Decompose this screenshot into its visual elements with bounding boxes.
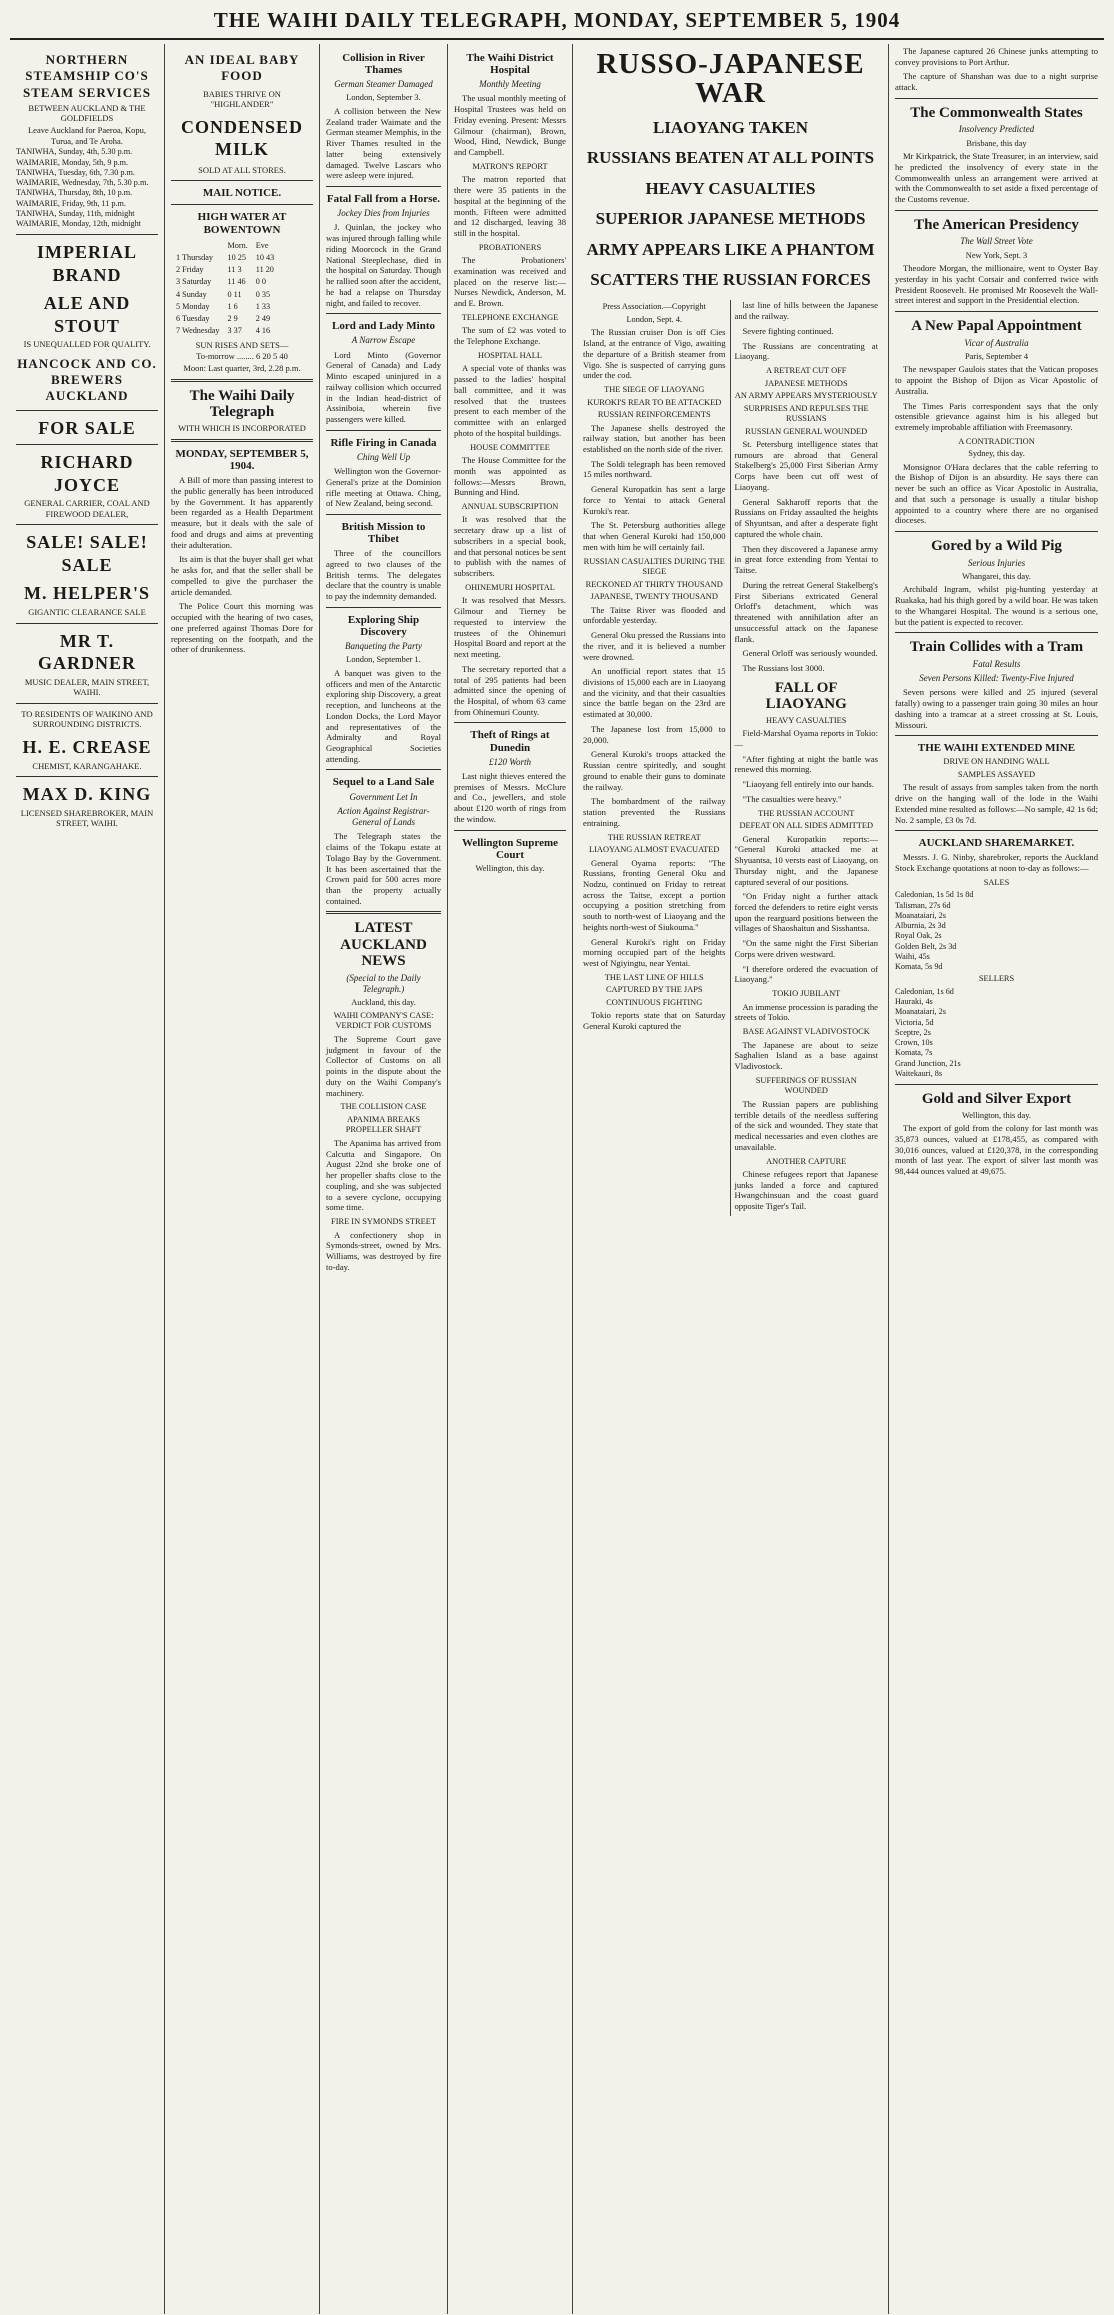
verdict-subhead: WAIHI COMPANY'S CASE: VERDICT FOR CUSTOMS: [333, 1010, 434, 1031]
mine-subhead: DRIVE ON HANDING WALL: [943, 757, 1050, 767]
war-para: The Japanese shells destroyed the railway station, but another has been established on the north side of the river.: [583, 422, 726, 454]
fire-subhead: FIRE IN SYMONDS STREET: [331, 1217, 436, 1226]
tide-row: [173, 290, 277, 300]
list-item: Grand Junction, 21s: [895, 1058, 961, 1068]
divider: [171, 204, 313, 205]
war-column-left: [579, 300, 731, 1216]
divider: [16, 234, 158, 235]
divider: [895, 311, 1098, 312]
condensed-milk-title: CONDENSED MILK: [180, 116, 304, 160]
divider: [895, 632, 1098, 633]
schedule-item: WAIMARIE, Wednesday, 7th, 5.30 p.m.: [16, 178, 149, 187]
schedule-item: WAIMARIE, Monday, 12th, midnight: [16, 219, 142, 228]
story-para: The result of assays from samples taken from the north drive on the hanging wall of the lode in the Waihi Extended mine resulted as follows:—No sample, 42 1s 6d; No. 2 sample, £3 0s 7d.: [895, 782, 1098, 825]
sellers-subhead: SELLERS: [978, 974, 1015, 984]
tide-table: [171, 239, 279, 339]
war-banner: RUSSO-JAPANESE WAR: [596, 48, 865, 109]
divider: [895, 531, 1098, 532]
tide-row: [173, 314, 277, 324]
war-para: An unofficial report states that 15 divisions of 15,000 each are in Liaoyang and the vicinity, and that their casualties since the battle began on the 23rd are estimated at 30,000.: [583, 666, 726, 720]
steamship-ad-sub: BETWEEN AUCKLAND & THE GOLDFIELDS: [28, 102, 146, 124]
gardner-desc: MUSIC DEALER, MAIN STREET, WAIHI.: [24, 676, 150, 698]
imperial-ad-title: IMPERIAL BRAND: [36, 242, 137, 285]
war-para: An immense procession is parading the streets of Tokio.: [734, 1001, 878, 1023]
list-item: Moanataiari, 2s: [895, 910, 946, 920]
sale-title: SALE! SALE! SALE: [26, 532, 148, 575]
columns: [10, 44, 1104, 2314]
paper-sub: WITH WHICH IS INCORPORATED: [178, 423, 306, 433]
babies-line: BABIES THRIVE ON "HIGHLANDER": [203, 88, 281, 110]
dateline: London, September 1.: [346, 655, 421, 665]
wellington-court-headline: Wellington Supreme Court: [461, 836, 559, 861]
war-para: General Sakharoff reports that the Russians on Friday assaulted the heights of Shyuntsan, and after a desperate fight captured the whole chain.: [734, 496, 878, 539]
war-para: The Russians are concentrating at Liaoyang.: [734, 340, 878, 362]
war-para: "The casualties were heavy.": [742, 793, 842, 804]
list-item: Alburnia, 2s 3d: [895, 921, 946, 931]
helper-desc: GIGANTIC CLEARANCE SALE: [28, 606, 146, 617]
list-item: Golden Belt, 2s 3d: [895, 941, 957, 951]
war-columns: [579, 300, 882, 1216]
war-para: General Kuropatkin has sent a large force to Yentai to attack General Kuroki's rear.: [583, 484, 726, 516]
story-para: The secretary reported that a total of 295 patients had been admitted since the opening of the Hospital, of whom 63 came from Ohinemuri County.: [454, 663, 566, 717]
dateline: Brisbane, this day: [966, 138, 1027, 148]
japanese-twenty-subhead: JAPANESE, TWENTY THOUSAND: [590, 592, 718, 602]
apanima-subhead: APANIMA BREAKS PROPELLER SHAFT: [345, 1114, 422, 1135]
divider: [326, 607, 441, 608]
press-line: Press Association.—Copyright: [602, 302, 706, 312]
war-headline-3: HEAVY CASUALTIES: [645, 178, 816, 198]
editorial-para: Its aim is that the buyer shall get what he asks for, and that the seller shall be compelled to give the purchaser the article demanded.: [171, 554, 313, 597]
war-para: General Kuropatkin reports:— "General Kuroki attacked me at Shyuantsa, 10 versts east of Liaoyang, on Thursday night, and the Japanese captured several of our positions.: [734, 833, 878, 887]
siege-subhead: THE SIEGE OF LIAOYANG: [604, 385, 705, 395]
tide-cell: 3 37: [227, 326, 242, 336]
divider: [16, 703, 158, 704]
story-para: Wellington won the Governor-General's prize at the Dominion rifle meeting at Ottawa. Ching, of New Zealand, being second.: [326, 466, 441, 509]
story-para: A special vote of thanks was passed to the ladies' hospital ball committee, and it was resolved that the trustees present to each member of the committee with an enlarged photo of the hospital buildings.: [454, 363, 566, 438]
divider: [454, 830, 566, 831]
collision-subhead: German Steamer Damaged: [334, 79, 433, 90]
tide-header-row: [173, 241, 277, 251]
list-item: Crown, 10s: [895, 1038, 933, 1048]
hospital-headline: The Waihi District Hospital: [466, 52, 554, 77]
fall-headline: FALL OF LIAOYANG: [765, 679, 847, 713]
war-news-section: [573, 44, 889, 2314]
crease-title: H. E. CREASE: [22, 737, 152, 757]
tide-header-cell: Eve: [255, 240, 269, 250]
war-para: The bombardment of the railway station prevented the Russians entraining.: [583, 796, 726, 828]
divider: [16, 444, 158, 445]
commonwealth-subhead: Insolvency Predicted: [958, 124, 1035, 135]
divider: [454, 722, 566, 723]
story-para: A confectionery shop in Symonds-street, owned by Mrs. Williams, was destroyed by fire to-day.: [326, 1229, 441, 1272]
story-para: The matron reported that there were 35 patients in the hospital at the beginning of the month. Fifteen were admitted and 12 discharged, leaving 38 still in the hospital.: [454, 174, 566, 239]
war-para: General Orloff was seriously wounded.: [742, 648, 878, 659]
divider: [326, 430, 441, 431]
editorial-para: A Bill of more than passing interest to the public generally has been introduced by the Government. It has apparently been regarded as a Health Department measure, but it deals with the sale of food and drugs and aims at preventing their adulteration.: [171, 475, 313, 550]
fatal-subhead: Jockey Dies from Injuries: [337, 208, 430, 219]
casualties-subhead: RUSSIAN CASUALTIES DURING THE SIEGE: [583, 556, 725, 577]
tide-row: [173, 326, 277, 336]
list-item: Waitekauri, 8s: [895, 1068, 943, 1078]
war-para: Field-Marshal Oyama reports in Tokio:—: [734, 728, 878, 749]
war-column-right: [731, 300, 883, 1216]
schedule-item: TANIWHA, Sunday, 4th, 5.30 p.m.: [16, 147, 133, 157]
retreat-cut-subhead: A RETREAT CUT OFF: [766, 366, 847, 376]
dateline: Whangarei, this day.: [962, 571, 1031, 581]
unequalled-line: IS UNEQUALLED FOR QUALITY.: [23, 339, 151, 350]
last-line-subhead: THE LAST LINE OF HILLS: [604, 972, 704, 982]
story-para: A collision between the New Zealand trader Waimate and the German steamer Memphis, in the River Thames resulted in the latter being extensively damaged. Twelve Lascars who were asleep were injured.: [326, 105, 441, 181]
divider: [326, 514, 441, 515]
war-para: General Oyama reports: "The Russians, fronting General Oku and Nodzu, continued on Friday to retreat across the Taitse, except a portion occupying a position stretching from south to north-west of Liaoyang and the heights north-west of Siukouma.": [583, 857, 726, 932]
tide-cell: 0 11: [227, 289, 242, 299]
dateline: Wellington, this day.: [475, 863, 545, 873]
story-para: The capture of Shanshan was due to a night surprise attack.: [895, 71, 1098, 93]
divider: [895, 1084, 1098, 1085]
tide-cell: 1 Thursday: [176, 252, 213, 262]
war-para: last line of hills between the Japanese and the railway.: [734, 300, 878, 322]
list-item: Hauraki, 4s: [895, 997, 933, 1007]
annual-subhead: ANNUAL SUBSCRIPTION: [461, 501, 559, 511]
list-item: Moanataiari, 2s: [895, 1007, 946, 1017]
war-para: The Russian papers are publishing terrible details of the needless suffering of the sick and wounded. They state that medical necessaries and even clothes are unavailable.: [734, 1098, 878, 1152]
gold-headline: Gold and Silver Export: [921, 1091, 1072, 1108]
tide-cell: 11 46: [227, 277, 246, 287]
tide-cell: 11 20: [255, 265, 274, 275]
ale-stout-title: ALE AND STOUT: [43, 293, 131, 336]
story-para: Mr Kirkpatrick, the State Treasurer, in an interview, said he predicted the insolvency of every state in the Commonwealth unless an arrangement were arrived at with the Commonwealth to set aside a fixed percentage of the Customs revenue.: [895, 151, 1098, 205]
tide-cell: 11 3: [227, 265, 242, 275]
list-item: Royal Oak, 2s: [895, 931, 942, 941]
story-para: Lord Minto (Governor General of Canada) and Lady Minto escaped uninjured in a railway collision which occurred in the Indian head-district of Assiniboia, wherein five passengers were killed.: [326, 349, 441, 425]
assays-subhead: SAMPLES ASSAYED: [957, 769, 1036, 779]
rifle-headline: Rifle Firing in Canada: [330, 436, 437, 449]
dateline: Auckland, this day.: [351, 998, 416, 1008]
tide-row: [173, 277, 277, 287]
tide-cell: 1 6: [227, 301, 238, 311]
war-para: The Russians lost 3000.: [742, 662, 825, 673]
war-headline-5: ARMY APPEARS LIKE A PHANTOM: [586, 239, 875, 259]
story-para: The Apanima has arrived from Calcutta and Singapore. On August 22nd she broke one of her propeller shafts close to the coupling, and she was subjected to a severe cyclone, occupying some time.: [326, 1137, 441, 1213]
tide-cell: 5 Monday: [176, 301, 210, 311]
tide-cell: 0 35: [255, 289, 271, 299]
war-headline-6: SCATTERS THE RUSSIAN FORCES: [590, 269, 871, 289]
divider: [16, 524, 158, 525]
war-para: The St. Petersburg authorities allege that when General Kuroki had 150,000 men with him he will certainly fail.: [583, 520, 726, 552]
sequel-subhead: Government Let In: [349, 791, 418, 802]
kuroki-subhead: KUROKI'S REAR TO BE ATTACKED: [587, 397, 722, 407]
war-para: During the retreat General Stakelberg's First Siberians extricated General Orloff's detachment, which was threatened with annihilation after an unsuccessful attack on the Japanese flank.: [734, 579, 878, 644]
story-para: The usual monthly meeting of Hospital Trustees was held on Friday evening. Present: Messrs Gilmour (chairman), Brown, Wood, Hind, Newdick, Bunge and Campbell.: [454, 93, 566, 158]
collision-headline: Collision in River Thames: [342, 52, 425, 77]
tokio-subhead: TOKIO JUBILANT: [772, 989, 841, 999]
reinforcements-subhead: RUSSIAN REINFORCEMENTS: [597, 410, 711, 420]
divider: [895, 98, 1098, 99]
column-2: [165, 44, 320, 2314]
ohinemuri-subhead: OHINEMURI HOSPITAL: [465, 582, 555, 592]
tibet-headline: British Mission to Thibet: [341, 521, 426, 546]
train-headline: Train Collides with a Tram: [909, 639, 1084, 656]
story-para: Monsignor O'Hara declares that the cable referring to the Bishop of Dijon is an absurdity. He says there can never be such an office as Vicar Apostolic in Australia, and that such a personage is usually a titular bishop appointed to a country where there are no organised dioceses.: [895, 461, 1098, 526]
story-para: Messrs. J. G. Ninby, sharebroker, reports the Auckland Stock Exchange quotations at noon to-day as follows:—: [895, 852, 1098, 874]
dateline: New York, Sept. 3: [965, 250, 1028, 260]
sales-list: [895, 890, 1098, 972]
column-4: [448, 44, 573, 2314]
tide-cell: 7 Wednesday: [176, 326, 220, 336]
gardner-title: MR T. GARDNER: [37, 630, 136, 673]
house-subhead: HOUSE COMMITTEE: [470, 442, 550, 452]
war-para: Chinese refugees report that Japanese junks landed a force and captured Hwangchinsuan and the coast guard opposite Tiger's Tail.: [734, 1169, 878, 1212]
account-subhead: THE RUSSIAN ACCOUNT: [758, 808, 855, 818]
war-para: The Russian cruiser Don is off Cies Island, at the entrance of Vigo, awaiting the departure of a British steamer from Vigo. She is suspected of carrying guns under the cod.: [583, 327, 726, 381]
sales-subhead: SALES: [983, 877, 1010, 887]
war-para: "After fighting at night the battle was renewed this morning.: [734, 753, 878, 775]
tide-cell: 3 Saturday: [176, 277, 212, 287]
divider: [326, 769, 441, 770]
column-3: [320, 44, 448, 2314]
joyce-desc: GENERAL CARRIER, COAL AND FIREWOOD DEALER,: [24, 498, 150, 519]
war-para: "On the same night the First Siberian Corps were driven westward.: [734, 938, 878, 959]
schedule-item: WAIMARIE, Monday, 5th, 9 p.m.: [16, 157, 129, 167]
fatal-headline: Fatal Fall from a Horse.: [326, 193, 441, 206]
war-headline-2: RUSSIANS BEATEN AT ALL POINTS: [586, 148, 875, 168]
war-para: Severe fighting continued.: [742, 325, 834, 336]
contradiction-subhead: A CONTRADICTION: [958, 436, 1035, 446]
war-para: General Kuroki's troops attacked the Russian centre spiritedly, and sought ground to enable their guns to dominate the railway.: [583, 749, 726, 792]
sufferings-subhead: SUFFERINGS OF RUSSIAN WOUNDED: [755, 1075, 857, 1096]
tide-row: [173, 253, 277, 263]
schedule-item: TANIWHA, Sunday, 11th, midnight: [16, 208, 135, 218]
king-title: MAX D. KING: [22, 784, 152, 805]
divider: [16, 776, 158, 777]
war-para: The Japanese lost from 15,000 to 20,000.: [583, 723, 726, 745]
theft-headline: Theft of Rings at Dunedin: [470, 729, 550, 754]
discovery-subhead: Banqueting the Party: [345, 641, 422, 652]
hancock-brewers: HANCOCK AND CO. BREWERS AUCKLAND: [17, 355, 157, 404]
war-para: "I therefore ordered the evacuation of Liaoyang.": [734, 963, 878, 985]
mine-headline: THE WAIHI EXTENDED MINE: [917, 742, 1076, 755]
list-item: Caledonian, 1s 6d: [895, 986, 954, 996]
train-subhead-2: Seven Persons Killed: Twenty-Five Injured: [919, 673, 1074, 684]
reckoned-subhead: RECKONED AT THIRTY THOUSAND: [585, 579, 723, 589]
war-para: St. Petersburg intelligence states that rumours are abroad that General Stakelberg's 25,000 First Siberian Army Corps have been cut off west of Liaoyang.: [734, 439, 878, 492]
divider: [171, 379, 313, 382]
war-para: The Japanese are about to seize Saghalien Island as a base against Vladivostock.: [734, 1039, 878, 1072]
schedule-item: TANIWHA, Thursday, 8th, 10 p.m.: [16, 188, 133, 198]
war-headline-4: SUPERIOR JAPANESE METHODS: [595, 209, 866, 229]
date-line: MONDAY, SEPTEMBER 5, 1904.: [175, 448, 309, 473]
joyce-title: RICHARD JOYCE: [40, 452, 134, 495]
masthead: THE WAIHI DAILY TELEGRAPH, MONDAY, SEPTEMBER 5, 1904: [10, 6, 1104, 40]
tide-cell: 2 9: [227, 314, 238, 324]
column-1-ads: [10, 44, 165, 2314]
list-item: Komata, 7s: [895, 1048, 933, 1058]
war-para: Then they discovered a Japanese army in great force extending from Yentai to Taitse.: [734, 543, 878, 576]
list-item: Caledonian, 1s 5d 1s 8d: [895, 890, 974, 900]
gored-headline: Gored by a Wild Pig: [931, 538, 1062, 555]
sold-at-stores: SOLD AT ALL STORES.: [198, 164, 286, 175]
commonwealth-headline: The Commonwealth States: [910, 104, 1083, 121]
methods-subhead: JAPANESE METHODS: [764, 378, 848, 388]
evacuated-subhead: LIAOYANG ALMOST EVACUATED: [589, 845, 720, 855]
story-para: The export of gold from the colony for last month was 35,873 ounces, valued at £178,455, as compared with 30,016 ounces, valued at £120,378, in the corresponding month of last year. The export of silver last month was 98,444 ounces valued at 49,675.: [895, 1123, 1098, 1177]
divider: [895, 735, 1098, 736]
mysterious-subhead: AN ARMY APPEARS MYSTERIOUSLY: [734, 391, 878, 401]
tide-cell: 10 25: [227, 252, 246, 262]
divider: [16, 410, 158, 411]
dateline: Paris, September 4: [964, 351, 1029, 361]
story-para: A banquet was given to the officers and men of the Antarctic exploring ship Discovery, a great reception, and luncheons at the London Docks, the Lord Mayor and representatives of the Admiralty and Royal Geographical Societies attending.: [326, 667, 441, 764]
tide-cell: 1 33: [255, 301, 271, 311]
war-para: "Liaoyang fell entirely into our hands.: [742, 779, 874, 790]
list-item: Victoria, 5d: [895, 1017, 934, 1027]
defeat-subhead: DEFEAT ON ALL SIDES ADMITTED: [739, 821, 874, 831]
divider: [16, 623, 158, 624]
tide-cell: 2 49: [255, 314, 271, 324]
list-item: Waihi, 45s: [895, 951, 930, 961]
list-item: Talisman, 27s 6d: [895, 900, 951, 910]
mail-notice-title: MAIL NOTICE.: [202, 187, 282, 200]
tide-cell: 4 16: [255, 326, 271, 336]
sun-rises: SUN RISES AND SETS—: [195, 339, 289, 350]
divider: [326, 911, 441, 914]
steamship-ad-title: NORTHERN STEAMSHIP CO'S STEAM SERVICES: [22, 52, 152, 100]
continuous-subhead: CONTINUOUS FIGHTING: [606, 997, 703, 1007]
story-para: Theodore Morgan, the millionaire, went to Oyster Bay yesterday in his yacht Corsair and conferred twice with President Roosevelt. He promised Mr Roosevelt the Wall-street interest and support in the Presidential election.: [895, 263, 1098, 306]
lord-minto-subhead: A Narrow Escape: [351, 335, 416, 346]
story-para: The sum of £2 was voted to the Telephone Exchange.: [454, 325, 566, 347]
gored-subhead: Serious Injuries: [967, 557, 1026, 568]
story-para: J. Quinlan, the jockey who was injured through falling while riding Moorcock in the Grand National Steeplechase, died in the hospital on Saturday. Though he rallied soon after the accident, he had a relapse on Thursday night, and failed to recover.: [326, 222, 441, 308]
papal-headline: A New Papal Appointment: [911, 318, 1082, 335]
steamship-schedule: [16, 147, 158, 229]
sequel-headline: Sequel to a Land Sale: [332, 776, 435, 789]
collision-case-subhead: THE COLLISION CASE: [340, 1102, 427, 1112]
tide-row: [173, 302, 277, 312]
divider: [171, 439, 313, 442]
tide-cell: 2 Friday: [176, 265, 204, 275]
war-para: General Oku pressed the Russians into the river, and it is believed a number were drowned.: [583, 630, 726, 662]
train-subhead: Fatal Results: [972, 658, 1021, 669]
divider: [895, 830, 1098, 831]
divider: [171, 180, 313, 181]
crease-desc: CHEMIST, KARANGAHAKE.: [32, 760, 142, 771]
latest-news-headline: LATEST AUCKLAND NEWS: [340, 920, 427, 970]
moon-line: Moon: Last quarter, 3rd, 2.28 p.m.: [183, 362, 301, 373]
for-sale-title: FOR SALE: [38, 417, 136, 438]
list-item: Sceptre, 2s: [895, 1027, 931, 1037]
another-capture-subhead: ANOTHER CAPTURE: [766, 1156, 847, 1166]
war-para: Tokio reports state that on Saturday General Kuroki captured the: [583, 1010, 726, 1032]
schedule-item: TANIWHA, Tuesday, 6th, 7.30 p.m.: [16, 167, 135, 177]
story-para: The Telegraph states the claims of the Tokapu estate at Tolago Bay by the Government. It has been ascertained that the Crown paid for 500 acres more than the property actually contained.: [326, 831, 441, 906]
american-subhead: The Wall Street Vote: [960, 236, 1033, 247]
general-wounded-subhead: RUSSIAN GENERAL WOUNDED: [745, 426, 868, 436]
tide-header-cell: [173, 241, 223, 251]
theft-subhead: £120 Worth: [489, 756, 531, 767]
matron-subhead: MATRON'S REPORT: [472, 161, 548, 171]
russian-retreat-subhead: THE RUSSIAN RETREAT: [607, 832, 701, 842]
sequel-subhead-2: Action Against Registrar-General of Lands: [337, 805, 430, 828]
paper-title: The Waihi Daily Telegraph: [189, 387, 295, 421]
vladivostock-subhead: BASE AGAINST VLADIVOSTOCK: [742, 1027, 870, 1037]
tide-cell: 0 0: [255, 277, 267, 287]
steamship-ad-line: Leave Auckland for Paeroa, Kopu, Turua, and Te Aroha.: [27, 125, 146, 146]
hall-subhead: HOSPITAL HALL: [478, 350, 542, 360]
american-headline: The American Presidency: [914, 216, 1079, 233]
tomorrow-line: To-morrow ........ 6 20 5 40: [196, 351, 288, 362]
discovery-headline: Exploring Ship Discovery: [347, 613, 420, 639]
dateline: London, Sept. 4.: [626, 314, 683, 324]
tide-cell: 10 43: [255, 252, 275, 262]
telephone-subhead: TELEPHONE EXCHANGE: [461, 312, 559, 322]
schedule-item: WAIMARIE, Friday, 9th, 11 p.m.: [16, 198, 126, 208]
story-para: The Supreme Court gave judgment in favour of the Collector of Customs on all points in the dispute about the duty on the Waihi Company's machinery.: [326, 1033, 441, 1098]
captured-subhead: CAPTURED BY THE JAPS: [605, 985, 703, 995]
story-para: It was resolved that the secretary draw up a list of subscribers in a special book, and that personal notices be sent to publish with the names of subscribers.: [454, 514, 566, 579]
latest-news-subhead: (Special to the Daily Telegraph.): [346, 972, 421, 995]
divider: [895, 210, 1098, 211]
story-para: The Probationers' examination was received and placed on the reserve list:—Nurses Newdick, Anderson, M. and E. Brown.: [454, 255, 566, 309]
helper-title: M. HELPER'S: [23, 583, 150, 604]
story-para: It was resolved that Messrs. Gilmour and Tierney be requested to interview the trustees of the Ohinemuri Hospital Board and report at the next meeting.: [454, 595, 566, 660]
sharemarket-headline: AUCKLAND SHAREMARKET.: [918, 837, 1075, 850]
war-para: The Soldi telegraph has been removed 15 miles northward.: [583, 458, 726, 480]
tide-cell: 6 Tuesday: [176, 314, 210, 324]
dateline: Wellington, this day.: [961, 1110, 1032, 1120]
list-item: Komata, 5s 9d: [895, 962, 943, 972]
war-para: General Kuroki's right on Friday morning occupied part of the heights west of Ngiyingtu, near Yentai.: [583, 936, 726, 969]
story-para: Three of the councillors agreed to two clauses of the British terms. The delegates declare that the country is unable to pay the indemnity demanded.: [326, 548, 441, 602]
war-para: The Taitse River was flooded and unfordable yesterday.: [583, 604, 726, 626]
king-desc: LICENSED SHAREBROKER, MAIN STREET, WAIHI.: [20, 807, 154, 829]
sellers-list: [895, 987, 1098, 1079]
story-para: Last night thieves entered the premises of Messrs. McClure and Co., jewellers, and stole about £120 worth of rings from the window.: [454, 770, 566, 824]
surprises-subhead: SURPRISES AND REPULSES THE RUSSIANS: [743, 403, 869, 424]
story-para: The Japanese captured 26 Chinese junks attempting to convey provisions to Port Arthur.: [895, 46, 1098, 67]
story-para: The House Committee for the month was appointed as follows:—Messrs Brown, Bunning and Hind.: [454, 455, 566, 498]
story-para: Archibald Ingram, whilst pig-hunting yesterday at Ruakaka, had his thigh gored by a wild boar. He was taken to the Whangarei Hospital. The wound is a serious one, but the patient is expected to recover.: [895, 584, 1098, 627]
residents-title: TO RESIDENTS OF WAIKINO AND SURROUNDING DISTRICTS.: [21, 708, 153, 730]
high-water-title: HIGH WATER AT BOWENTOWN: [197, 211, 287, 236]
papal-subhead: Vicar of Australia: [964, 337, 1029, 348]
baby-food-title: AN IDEAL BABY FOOD: [184, 52, 300, 84]
story-para: The newspaper Gaulois states that the Vatican proposes to appoint the Bishop of Dijon as Vicar Apostolic of Australia.: [895, 364, 1098, 396]
dateline: Sydney, this day.: [968, 449, 1025, 459]
lord-minto-headline: Lord and Lady Minto: [332, 320, 435, 333]
tide-row: [173, 265, 277, 275]
divider: [326, 313, 441, 314]
hospital-subhead: Monthly Meeting: [479, 79, 541, 90]
story-para: Seven persons were killed and 25 injured (several fatally) owing to a passenger train going 30 miles an hour dashing into a tramcar at a street crossing at St. Louis, Missouri.: [895, 687, 1098, 730]
tide-cell: 4 Sunday: [176, 289, 207, 299]
divider: [326, 186, 441, 187]
war-headline-1: LIAOYANG TAKEN: [652, 118, 809, 137]
column-7: [889, 44, 1104, 2314]
probationers-subhead: PROBATIONERS: [478, 242, 542, 252]
war-para: "On Friday night a further attack forced the defenders to retire eight versts upon the rearguard positions between the villages of Shaoshaitun and Sisshantsa.: [734, 891, 878, 934]
heavy-casualties-subhead: HEAVY CASUALTIES: [766, 715, 847, 725]
dateline: London, September 3.: [346, 93, 421, 103]
rifle-subhead: Ching Well Up: [356, 451, 411, 462]
story-para: The Times Paris correspondent says that the only ostensible grievance against him is his alleged but extremely improbable affiliation with Freemasonry.: [895, 400, 1098, 432]
police-court-para: The Police Court this morning was occupied with the hearing of two cases, one preferred against Thomas Dore for representing on the footpath, and the other of drunkenness.: [171, 601, 313, 655]
tide-header-cell: Morn.: [227, 240, 248, 250]
